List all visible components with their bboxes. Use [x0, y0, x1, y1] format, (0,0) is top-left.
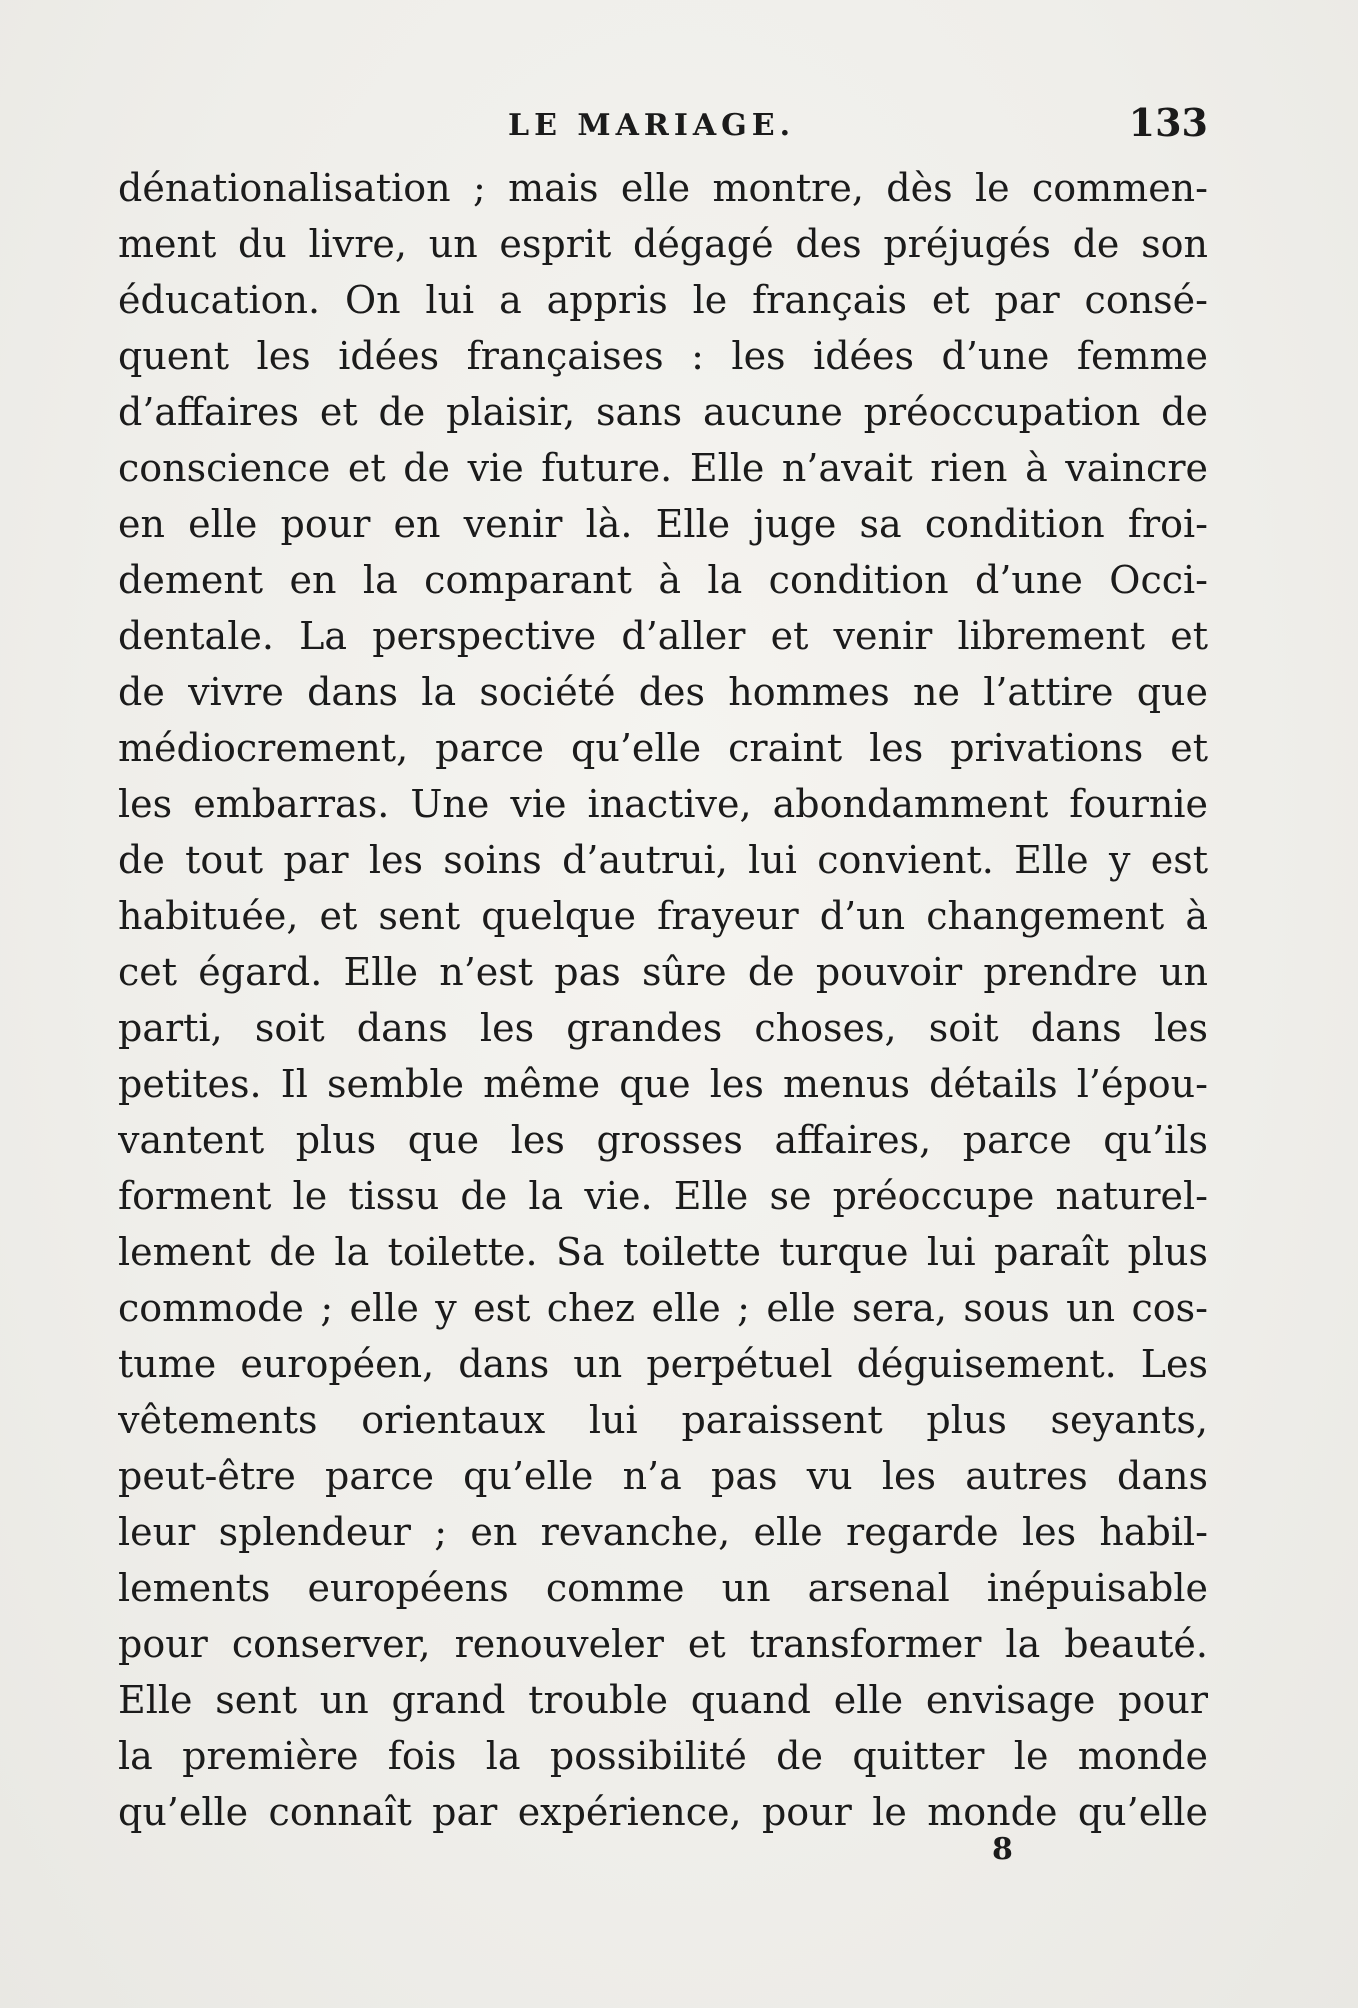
text-line: médiocrement, parce qu’elle craint les privations et	[118, 726, 1208, 770]
text-line: dénationalisation ; mais elle montre, dès le commen-	[118, 166, 1208, 210]
text-line: dement en la comparant à la condition d’une Occi-	[118, 558, 1208, 602]
page-number: 133	[1128, 100, 1208, 145]
text-line: lement de la toilette. Sa toilette turque lui paraît plus	[118, 1230, 1208, 1274]
signature-mark: 8	[992, 1832, 1013, 1867]
text-line: les embarras. Une vie inactive, abondamment fournie	[118, 782, 1208, 826]
text-line: leur splendeur ; en revanche, elle regarde les habil-	[118, 1510, 1208, 1554]
running-title: LE MARIAGE.	[508, 108, 796, 143]
text-line: tume européen, dans un perpétuel déguisement. Les	[118, 1342, 1208, 1386]
text-line: conscience et de vie future. Elle n’avait rien à vaincre	[118, 446, 1208, 490]
text-line: de vivre dans la société des hommes ne l’attire que	[118, 670, 1208, 714]
text-line: lements européens comme un arsenal inépuisable	[118, 1566, 1208, 1610]
text-line: ment du livre, un esprit dégagé des préjugés de son	[118, 222, 1208, 266]
text-line: éducation. On lui a appris le français et par consé-	[118, 278, 1208, 322]
text-line: de tout par les soins d’autrui, lui convient. Elle y est	[118, 838, 1208, 882]
page-header	[118, 100, 1208, 150]
text-line: parti, soit dans les grandes choses, soit dans les	[118, 1006, 1208, 1050]
text-line: petites. Il semble même que les menus détails l’épou-	[118, 1062, 1208, 1106]
text-line: forment le tissu de la vie. Elle se préoccupe naturel-	[118, 1174, 1208, 1218]
body-text	[118, 160, 1208, 1840]
text-line: en elle pour en venir là. Elle juge sa condition froi-	[118, 502, 1208, 546]
text-line: la première fois la possibilité de quitter le monde	[118, 1734, 1208, 1778]
text-line: Elle sent un grand trouble quand elle envisage pour	[118, 1678, 1208, 1722]
text-line: quent les idées françaises : les idées d’une femme	[118, 334, 1208, 378]
text-line: qu’elle connaît par expérience, pour le monde qu’elle	[118, 1790, 1208, 1834]
text-line: pour conserver, renouveler et transformer la beauté.	[118, 1622, 1208, 1666]
text-line: d’affaires et de plaisir, sans aucune préoccupation de	[118, 390, 1208, 434]
text-line: peut-être parce qu’elle n’a pas vu les autres dans	[118, 1454, 1208, 1498]
text-line: dentale. La perspective d’aller et venir librement et	[118, 614, 1208, 658]
text-line: vêtements orientaux lui paraissent plus seyants,	[118, 1398, 1208, 1442]
text-line: vantent plus que les grosses affaires, parce qu’ils	[118, 1118, 1208, 1162]
text-line: habituée, et sent quelque frayeur d’un changement à	[118, 894, 1208, 938]
text-line: commode ; elle y est chez elle ; elle sera, sous un cos-	[118, 1286, 1208, 1330]
text-line: cet égard. Elle n’est pas sûre de pouvoir prendre un	[118, 950, 1208, 994]
